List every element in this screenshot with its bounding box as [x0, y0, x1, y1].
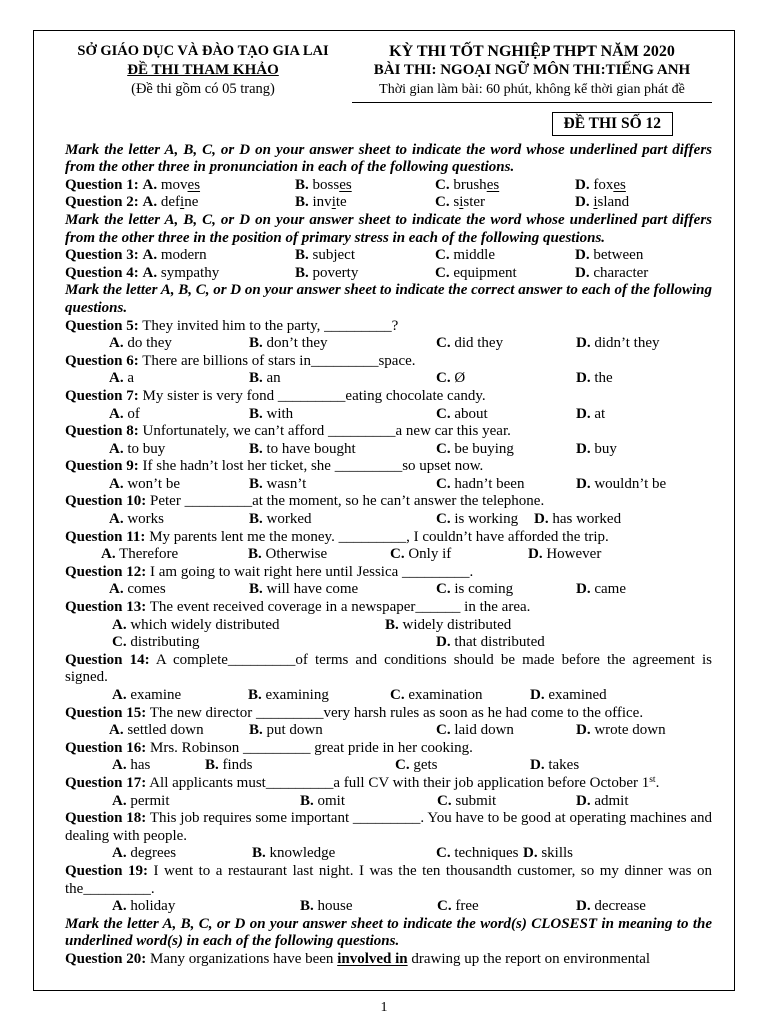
question-options: [112, 634, 712, 652]
option-a: A. holiday: [112, 898, 176, 915]
option-a: A. examine: [112, 687, 182, 703]
option-a: A. which widely distributed: [112, 616, 280, 633]
option-b: B. subject: [295, 247, 356, 264]
option-c: C. laid down: [436, 722, 514, 739]
question-stem: Question 20: Many organizations have been involved in drawing up the report on environmental: [65, 950, 651, 967]
question-label: Question 19:: [65, 862, 148, 879]
question-7: [65, 388, 712, 423]
option-c: C. did they: [436, 335, 504, 352]
option-c: C. equipment: [435, 264, 517, 281]
question-options: [109, 406, 712, 424]
question-stem: Question 18: This job requires some important _________. You have to be good at operating machines and dealing with people.: [65, 810, 712, 844]
instruction-text: Mark the letter A, B, C, or D on your answer sheet to indicate the word(s) CLOSEST in meaning to the underlined word(s) in each of the following questions.: [65, 915, 712, 950]
option-d: D. examined: [530, 687, 607, 703]
question-options: [109, 335, 712, 353]
question-19: [65, 863, 712, 916]
duration-row: [352, 80, 712, 103]
option-c: C. gets: [395, 757, 438, 774]
option-d: D. that distributed: [436, 634, 545, 651]
option-c: C. about: [436, 405, 488, 422]
option-a: A. to buy: [109, 440, 166, 457]
question-6: [65, 353, 712, 388]
option-a: A. has: [112, 757, 151, 774]
option-a: Question 2: A. define: [65, 194, 199, 211]
question-label: Question 8:: [65, 423, 139, 440]
exam-type-title: ĐỀ THI THAM KHẢO: [127, 62, 279, 78]
question-3: [65, 247, 712, 265]
question-12: [65, 564, 712, 599]
option-a: A. settled down: [109, 722, 204, 739]
question-options: [112, 757, 712, 775]
option-d: D. at: [576, 405, 606, 422]
question-label: Question 4:: [65, 264, 139, 281]
question-label: Question 9:: [65, 458, 139, 475]
option-b: B. omit: [300, 792, 346, 809]
option-d: D. island: [575, 194, 630, 211]
question-label: Question 7:: [65, 387, 139, 404]
option-c: C. middle: [435, 247, 496, 264]
instruction-text: Mark the letter A, B, C, or D on your answer sheet to indicate the correct answer to each of the following questions.: [65, 282, 712, 316]
option-a: A. of: [109, 405, 140, 422]
page-content: [65, 42, 712, 969]
option-a: Question 3: A. modern: [65, 247, 207, 264]
question-stem: Question 8: Unfortunately, we can’t afford _________a new car this year.: [65, 423, 511, 440]
header-right: [352, 42, 712, 103]
question-8: [65, 423, 712, 458]
header-left: [65, 42, 341, 103]
option-d: D. between: [575, 247, 644, 264]
option-d: D. However: [528, 546, 602, 563]
option-b: B. put down: [249, 722, 323, 739]
question-label: Question 17:: [65, 774, 147, 791]
option-a: A. permit: [112, 792, 170, 809]
question-label: Question 6:: [65, 352, 139, 369]
page-number: 1: [380, 1000, 388, 1015]
question-stem: Question 12: I am going to wait right here until Jessica _________.: [65, 563, 474, 580]
question-stem: Question 14: A complete_________of terms and conditions should be made before the agreement is signed.: [65, 651, 712, 686]
question-stem: Question 17: All applicants must_________a full CV with their job application before October 1st.: [65, 774, 660, 791]
question-options: [65, 247, 712, 265]
option-b: B. invite: [295, 194, 347, 211]
question-label: Question 12:: [65, 563, 147, 580]
option-c: C. is coming: [436, 581, 514, 598]
question-label: Question 1:: [65, 176, 139, 193]
option-c: C. distributing: [112, 634, 200, 651]
option-d: D. character: [575, 264, 649, 281]
option-d: D. wouldn’t be: [576, 475, 667, 492]
question-14: [65, 652, 712, 705]
option-c: C. sister: [435, 194, 486, 211]
option-a: A. works: [109, 511, 165, 528]
question-options: [112, 793, 712, 811]
option-b: B. don’t they: [249, 335, 328, 352]
option-c: C. techniques: [436, 845, 519, 862]
question-options: [109, 722, 712, 740]
option-d: D. skills: [523, 845, 574, 862]
question-5: [65, 318, 712, 353]
question-stem: Question 7: My sister is very fond _________eating chocolate candy.: [65, 387, 486, 404]
option-c: C. submit: [437, 792, 497, 809]
question-16: [65, 740, 712, 775]
option-d: D. wrote down: [576, 722, 666, 739]
option-b: B. widely distributed: [385, 616, 512, 633]
option-d: D. takes: [530, 757, 580, 774]
option-b: B. finds: [205, 757, 253, 774]
option-c: C. be buying: [436, 440, 514, 457]
question-options: [112, 845, 712, 863]
option-b: B. poverty: [295, 264, 359, 281]
department-name: SỞ GIÁO DỤC VÀ ĐÀO TẠO GIA LAI: [77, 43, 329, 59]
question-options: [109, 476, 712, 494]
question-15: [65, 705, 712, 740]
option-a: Question 1: A. moves: [65, 176, 201, 193]
question-17: [65, 775, 712, 810]
question-label: Question 10:: [65, 493, 147, 510]
question-stem: Question 11: My parents lent me the money. _________, I couldn’t have afforded the trip.: [65, 528, 609, 545]
option-a: A. degrees: [112, 845, 177, 862]
option-d: D. has worked: [534, 511, 622, 528]
option-b: B. wasn’t: [249, 475, 307, 492]
question-options: [112, 687, 712, 705]
question-11: [65, 529, 712, 564]
option-b: B. Otherwise: [248, 546, 328, 563]
question-stem: Question 19: I went to a restaurant last night. I was the ten thousandth customer, so my dinner was on the_________.: [65, 862, 712, 897]
question-label: Question 5:: [65, 317, 139, 334]
option-a: Question 4: A. sympathy: [65, 264, 220, 281]
question-9: [65, 458, 712, 493]
question-options: [109, 511, 712, 529]
question-options: [112, 617, 712, 635]
option-a: A. a: [109, 370, 135, 387]
exam-code-row: [65, 112, 673, 136]
option-c: C. brushes: [435, 176, 500, 193]
option-c: C. Only if: [390, 546, 452, 563]
option-b: B. knowledge: [252, 845, 336, 862]
question-label: Question 16:: [65, 739, 147, 756]
question-stem: Question 10: Peter _________at the moment, so he can’t answer the telephone.: [65, 493, 545, 510]
page-count-note: (Đề thi gồm có 05 trang): [131, 81, 275, 97]
exam-title: KỲ THI TỐT NGHIỆP THPT NĂM 2020: [389, 43, 675, 60]
instruction-text: Mark the letter A, B, C, or D on your answer sheet to indicate the word whose underlined part differs from the other three in the position of primary stress in each of the following questions.: [65, 211, 712, 246]
question-options: [65, 194, 712, 212]
question-options: [109, 441, 712, 459]
option-d: D. foxes: [575, 176, 626, 193]
question-label: Question 15:: [65, 704, 147, 721]
option-d: D. admit: [576, 792, 629, 809]
option-d: D. came: [576, 581, 626, 598]
question-stem: Question 6: There are billions of stars in_________space.: [65, 352, 416, 369]
option-a: A. Therefore: [101, 546, 179, 563]
exam-code-box: ĐỀ THI SỐ 12: [552, 112, 673, 136]
question-stem: Question 9: If she hadn’t lost her ticket, she _________so upset now.: [65, 458, 484, 475]
question-label: Question 18:: [65, 810, 147, 827]
question-stem: Question 13: The event received coverage in a newspaper______ in the area.: [65, 599, 531, 616]
question-options: [109, 581, 712, 599]
question-stem: Question 5: They invited him to the party, _________?: [65, 317, 399, 334]
option-c: C. examination: [390, 687, 483, 703]
question-label: Question 20:: [65, 950, 147, 967]
question-stem: Question 16: Mrs. Robinson _________ great pride in her cooking.: [65, 739, 473, 756]
option-a: A. comes: [109, 581, 166, 598]
question-stem: Question 15: The new director _________very harsh rules as soon as he had come to the office.: [65, 704, 644, 721]
exam-body: [65, 142, 712, 969]
question-label: Question 2:: [65, 194, 139, 211]
option-a: A. do they: [109, 335, 172, 352]
option-b: B. will have come: [249, 581, 359, 598]
question-options: [109, 370, 712, 388]
option-d: D. buy: [576, 440, 617, 457]
question-label: Question 13:: [65, 599, 147, 616]
question-label: Question 3:: [65, 247, 139, 264]
question-options: [65, 177, 712, 195]
question-options: [65, 265, 712, 283]
instruction-text: Mark the letter A, B, C, or D on your answer sheet to indicate the word whose underlined part differs from the other three in pronunciation in each of the following questions.: [65, 141, 712, 176]
option-c: C. free: [437, 898, 479, 915]
option-b: B. bosses: [295, 176, 352, 193]
exam-header: [65, 42, 712, 103]
option-a: A. won’t be: [109, 475, 180, 492]
subject-title: BÀI THI: NGOẠI NGỮ MÔN THI:TIẾNG ANH: [373, 62, 691, 78]
question-4: [65, 265, 712, 283]
question-1: [65, 177, 712, 195]
question-label: Question 11:: [65, 528, 146, 545]
option-d: D. decrease: [576, 898, 646, 915]
option-d: D. didn’t they: [576, 335, 660, 352]
option-d: D. the: [576, 370, 613, 387]
option-b: B. to have bought: [249, 440, 356, 457]
question-18: [65, 810, 712, 863]
question-10: [65, 493, 712, 528]
question-options: [112, 898, 712, 916]
question-20: [65, 951, 712, 969]
option-b: B. examining: [248, 687, 329, 703]
question-options: [101, 546, 712, 564]
option-b: B. worked: [249, 511, 312, 528]
question-2: [65, 194, 712, 212]
option-b: B. with: [249, 405, 294, 422]
option-b: B. an: [249, 370, 281, 387]
option-c: C. is working: [436, 511, 519, 528]
option-c: C. hadn’t been: [436, 475, 525, 492]
option-b: B. house: [300, 898, 353, 915]
question-13: [65, 599, 712, 652]
duration-note: Thời gian làm bài: 60 phút, không kể thời gian phát đề: [352, 80, 712, 103]
question-label: Question 14:: [65, 651, 150, 668]
option-c: C. Ø: [436, 370, 466, 387]
